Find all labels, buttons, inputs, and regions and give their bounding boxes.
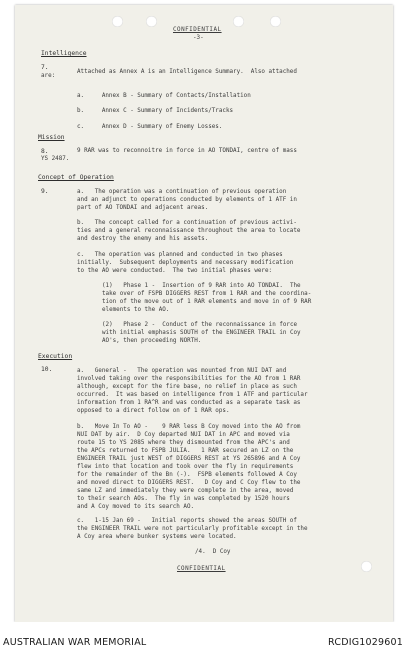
paragraph-number: 10. [41, 366, 53, 373]
section-heading-execution: Execution [38, 353, 73, 360]
phase-text: (2) Phase 2 - Conduct of the reconnaissance in force [102, 322, 298, 328]
paragraph-text: initially. Subsequent deployments and necessary modification [77, 260, 294, 266]
paragraph-text: the ENGINEER TRAIL were not particularly profitable except in the [77, 526, 308, 532]
phase-text: take over of FSPB DIGGERS REST from 1 RAR and the coordina- [102, 291, 312, 297]
paragraph-text: part of AO TONDAI and adjacent areas. [77, 205, 209, 211]
paragraph-text: information from 1 RA^R and was conducted as a separate task as [77, 400, 301, 406]
paragraph-text: YS 2487. [41, 156, 70, 162]
page-number: -3- [193, 35, 204, 41]
paragraph-text: ENGINEER TRAIL just WEST of DIGGERS REST at YS 265896 and A Coy [77, 456, 301, 462]
phase-text: elements to the AO. [102, 307, 170, 313]
paragraph-text: b. Move In To AO - 9 RAR less B Coy moved into the AO from [77, 424, 301, 430]
paragraph-text: route 15 to YS 2085 where they dismounted from the APC's and [77, 440, 290, 446]
paragraph-text: opposed to a direct follow on of 1 RAR ops. [77, 408, 230, 414]
paragraph-text: for the remainder of the Bn (-). FSPB elements followed A Coy [77, 472, 297, 478]
paragraph-number: 7. [41, 64, 49, 71]
paragraph-text: ties and a general reconnaissance throughout the area to locate [77, 228, 301, 234]
paragraph-text: and destroy the enemy and his assets. [77, 236, 209, 242]
paragraph-text: and an adjunct to operations conducted by elements of 1 ATF in [77, 197, 297, 203]
punch-hole [361, 561, 372, 572]
paragraph-text: and A Coy moved to its search AO. [77, 504, 195, 510]
continuation-note: /4. D Coy [195, 549, 231, 555]
phase-text: (1) Phase 1 - Insertion of 9 RAR into AO TONDAI. The [102, 283, 301, 289]
header-classification: CONFIDENTIAL [173, 27, 222, 33]
paragraph-text: and moved direct to DIGGERS REST. D Coy and C Coy flew to the [77, 480, 301, 486]
paragraph-text: b. The concept called for a continuation of previous activi- [77, 220, 297, 226]
punch-hole [112, 16, 123, 27]
paragraph-text: occurred. It was based on intelligence from 1 ATF and particular [77, 392, 308, 398]
annex-item: a. Annex B - Summary of Contacts/Installation [77, 93, 251, 99]
phase-text: AO's, then proceeding NORTH. [102, 338, 202, 344]
paragraph-text: a. The operation was a continuation of previous operation [77, 189, 287, 195]
punch-hole [146, 16, 157, 27]
phase-text: with initial emphasis SOUTH of the ENGINEER TRAIL in Coy [102, 330, 301, 336]
paragraph-text: c. 1-15 Jan 69 - Initial reports showed the areas SOUTH of [77, 518, 297, 524]
archive-footer [0, 622, 407, 653]
paragraph-text: involved taking over the responsibilities for the AO from 1 RAR [77, 376, 301, 382]
paragraph-number: 9. [41, 188, 49, 195]
paragraph-text: flew into that location and took over the fly in requirements [77, 464, 294, 470]
paragraph-text: same LZ and immediately they were complete in the area, moved [77, 488, 294, 494]
paragraph-text: to their search AOs. The fly in was completed by 1520 hours [77, 496, 290, 502]
section-heading-concept: Concept of Operation [38, 174, 114, 181]
paragraph-number: 8. [41, 148, 49, 155]
paragraph-text: a. General - The operation was mounted from NUI DAT and [77, 368, 287, 374]
section-heading-mission: Mission [38, 134, 65, 141]
archive-name: AUSTRALIAN WAR MEMORIAL [3, 637, 147, 648]
paragraph-text: to the AO were conducted. The two initial phases were: [77, 268, 273, 274]
punch-hole [233, 16, 244, 27]
section-heading-intelligence: Intelligence [41, 50, 87, 57]
paragraph-text: are: [41, 73, 56, 79]
paragraph-text: 9 RAR was to reconnoitre in force in AO TONDAI, centre of mass [77, 148, 297, 154]
paragraph-text: although, except for the fire base, no relief in place as such [77, 384, 297, 390]
punch-hole [270, 16, 281, 27]
paragraph-text: Attached as Annex A is an Intelligence Summary. Also attached [77, 69, 297, 75]
annex-item: b. Annex C - Summary of Incidents/Tracks [77, 108, 234, 114]
paragraph-text: c. The operation was planned and conducted in two phases [77, 252, 283, 258]
paragraph-text: A Coy area where bunker systems were located. [77, 534, 237, 540]
footer-classification: CONFIDENTIAL [177, 566, 226, 572]
record-id: RCDIG1029601 [328, 637, 403, 648]
paragraph-text: NUI DAT by air. D Coy departed NUI DAT in APC and moved via [77, 432, 290, 438]
paragraph-text: the APCs returned to FSPB JULIA. 1 RAR secured an LZ on the [77, 448, 294, 454]
annex-item: c. Annex D - Summary of Enemy Losses. [77, 124, 223, 130]
phase-text: tion of the move out of 1 RAR elements and move in of 9 RAR [102, 299, 312, 305]
